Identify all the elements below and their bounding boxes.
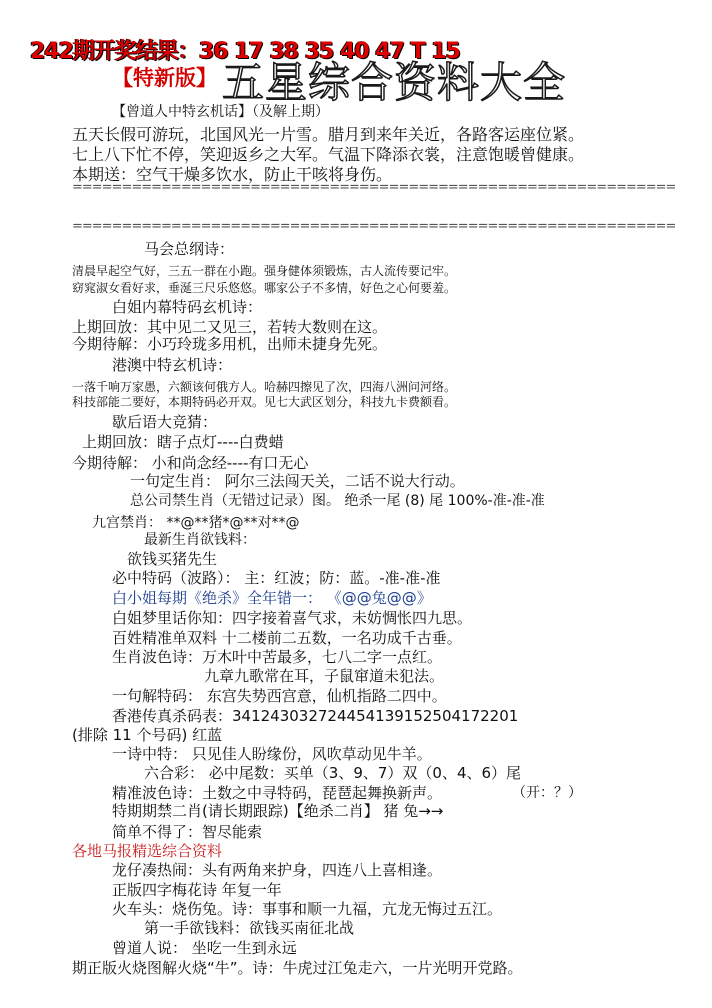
mahui-line-2: 窈窕淑女看好求，垂涎三尺乐悠悠。哪家公子不多情，好色之心何要羞。 [72,281,457,295]
intro-title: 【曾道人中特玄机话】（及解上期） [112,104,329,120]
item-zonggongsi: 总公司禁生肖（无错过记录）图。 绝杀一尾 (8) 尾 100%-准-准-准 [130,493,545,509]
item-jiuzhang: 九章九歌常在耳，子鼠窜道未犯法。 [204,667,445,685]
item-bizhong: 必中特码（波路）： 主：红波；防：蓝。-准-准-准 [112,569,441,587]
page-title: 五星综合资料大全 [222,58,567,107]
xiehouyu-title: 歇后语大竞猜： [112,413,218,431]
gangao-line-1: 一落千响万家愚，六额该何俄方人。哈赫四擦见了次，四海八洲问河络。 [72,380,457,394]
item-teqi: 特期期禁二肖(请长期跟踪)【绝杀二肖】 猪 兔→→ [112,802,444,820]
item-xianggang: 香港传真杀码表：341243032724454139152504172201 [112,707,519,725]
separator-2: ============================================================= [72,219,676,234]
item-baixiaojie: 白小姐每期《绝杀》全年错一： 《@@兔@@》 [112,589,432,607]
item-kai: （开：？） [512,785,582,801]
item-baixing: 百姓精准单双料 十二楼前二五数，一名功成千古垂。 [112,629,462,647]
item-jiugong: 九宫禁肖： **@**猪*@**对**@ [92,515,300,531]
xiehouyu-line-1: 上期回放：瞎子点灯----白费蜡 [82,433,284,451]
edition-badge: 【特新版】 [112,66,217,90]
separator-1: ============================================================= [72,180,676,195]
baijie-title: 白姐内幕特码玄机诗： [112,298,263,316]
item-paichu: (排除 11 个号码) 红蓝 [72,726,223,744]
item-yuqian: 欲钱买猪先生 [127,550,218,568]
intro-line-1: 五天长假可游玩，北国风光一片雪。腊月到来年关近，各路客运座位紧。 [72,125,585,144]
item-yishi: 一诗中特： 只见佳人盼缘份，风吹草动见牛羊。 [112,745,432,763]
item-longzai: 龙仔凑热闹：头有两角来护身，四连八上喜相逢。 [112,861,443,879]
item-zengdaoren: 曾道人说： 坐吃一生到永远 [112,939,297,957]
item-jiandan: 简单不得了：智尽能索 [112,823,263,841]
baijie-line-2: 今期待解：小巧玲珑多用机，出师未捷身先死。 [72,335,388,353]
item-yiju-shengxiao: 一句定生肖： 阿尔三法闯天关，二话不说大行动。 [130,472,465,490]
item-jingzhun: 精准波色诗：土数之中寻特码，琵琶起舞换新声。 [112,784,443,802]
item-zuixin-title: 最新生肖欲钱料： [144,532,256,548]
mahui-title: 马会总纲诗： [144,240,235,258]
intro-line-2: 七上八下忙不停，笑迎返乡之大军。气温下降添衣裳，注意饱暖曾健康。 [72,145,585,164]
section-gedi: 各地马报精选综合资料 [72,842,223,860]
item-shengxiao-bose: 生肖波色诗：万木叶中苦最多，七八二字一点红。 [112,648,443,666]
item-huochetou: 火车头：烧伤兔。诗：事事和顺一九福，亢龙无悔过五江。 [112,900,503,918]
item-zhengban: 正版四字梅花诗 年复一年 [112,881,282,899]
gangao-line-2: 科技部能二要好，本期特码必开双。见七大武区划分，科技九卡费额看。 [72,395,457,409]
item-liuhecai: 六合彩： 必中尾数：买单（3、9、7）双（0、4、6）尾 [144,764,522,782]
item-diyishou: 第一手欲钱料：欲钱买南征北战 [144,919,355,937]
draw-result-line: 242期开奖结果：36 17 38 35 40 47 T 15 [30,39,460,64]
xiehouyu-line-2: 今期待解： 小和尚念经----有口无心 [72,454,309,472]
intro-line-3: 本期送：空气干燥多饮水，防止干咳将身伤。 [72,165,393,184]
item-huoshao: 期正版火烧图解火烧“牛”。诗：牛虎过江兔走六，一片光明开党路。 [72,959,523,977]
item-yiju-jie: 一句解特码： 东宫失势西宫意，仙机指路二四中。 [112,687,447,705]
mahui-line-1: 清晨早起空气好，三五一群在小跑。强身健体须锻炼，古人流传要记牢。 [72,264,457,278]
baijie-line-1: 上期回放：其中见二又见三，若转大数则在这。 [72,318,388,336]
gangao-title: 港澳中特玄机诗： [112,356,233,374]
item-baijie-menghua: 白姐梦里话你知：四字接着喜气求，未妨惆怅四九思。 [112,609,473,627]
